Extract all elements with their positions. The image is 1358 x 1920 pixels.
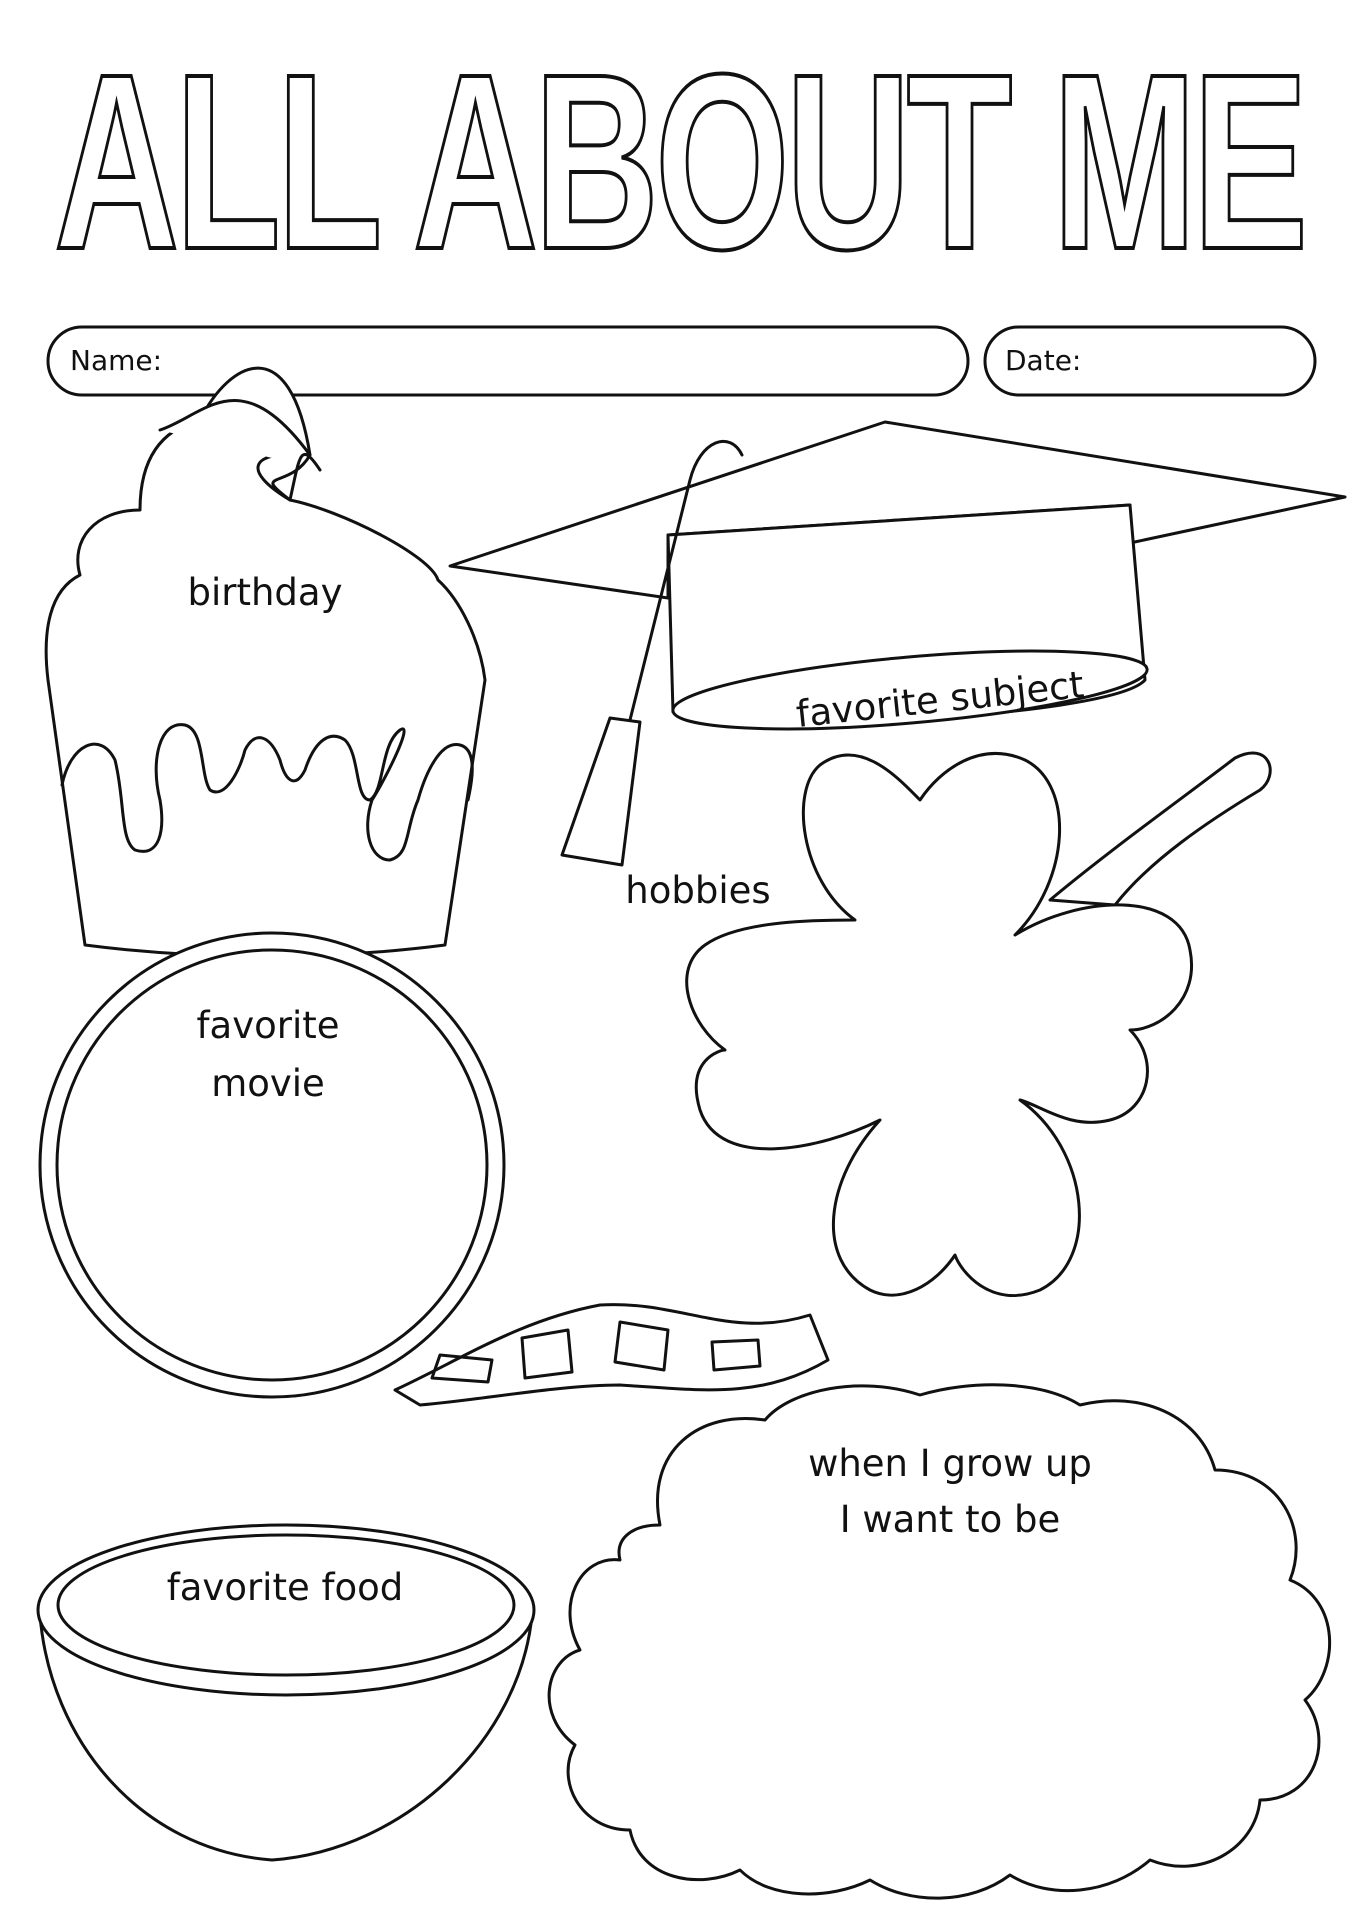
name-field[interactable]: [48, 327, 968, 395]
date-field[interactable]: [985, 327, 1315, 395]
clover-stem-icon: [1050, 753, 1270, 905]
favorite-movie-prompt-line2: movie: [211, 1062, 325, 1105]
favorite-movie-prompt-line1: favorite: [196, 1004, 340, 1047]
film-reel-icon: [40, 933, 504, 1397]
clover-shape[interactable]: [625, 753, 1270, 1296]
cupcake-shape[interactable]: [46, 368, 485, 956]
film-strip-icon: [395, 1305, 828, 1405]
thought-cloud-shape[interactable]: [549, 1385, 1330, 1898]
clover-icon: [687, 754, 1192, 1296]
tassel-icon: [562, 718, 640, 865]
hobbies-prompt: hobbies: [625, 869, 771, 912]
grow-up-prompt-line2: I want to be: [839, 1498, 1061, 1541]
favorite-food-prompt: favorite food: [166, 1566, 404, 1609]
favorite-subject-prompt: favorite subject: [794, 663, 1086, 736]
page-title: ALL ABOUT ME: [54, 22, 1304, 301]
bowl-shape[interactable]: [38, 1525, 534, 1860]
birthday-prompt: birthday: [187, 571, 343, 614]
name-label: Name:: [70, 344, 163, 377]
grow-up-prompt-line1: when I grow up: [808, 1442, 1092, 1485]
date-label: Date:: [1005, 344, 1082, 377]
